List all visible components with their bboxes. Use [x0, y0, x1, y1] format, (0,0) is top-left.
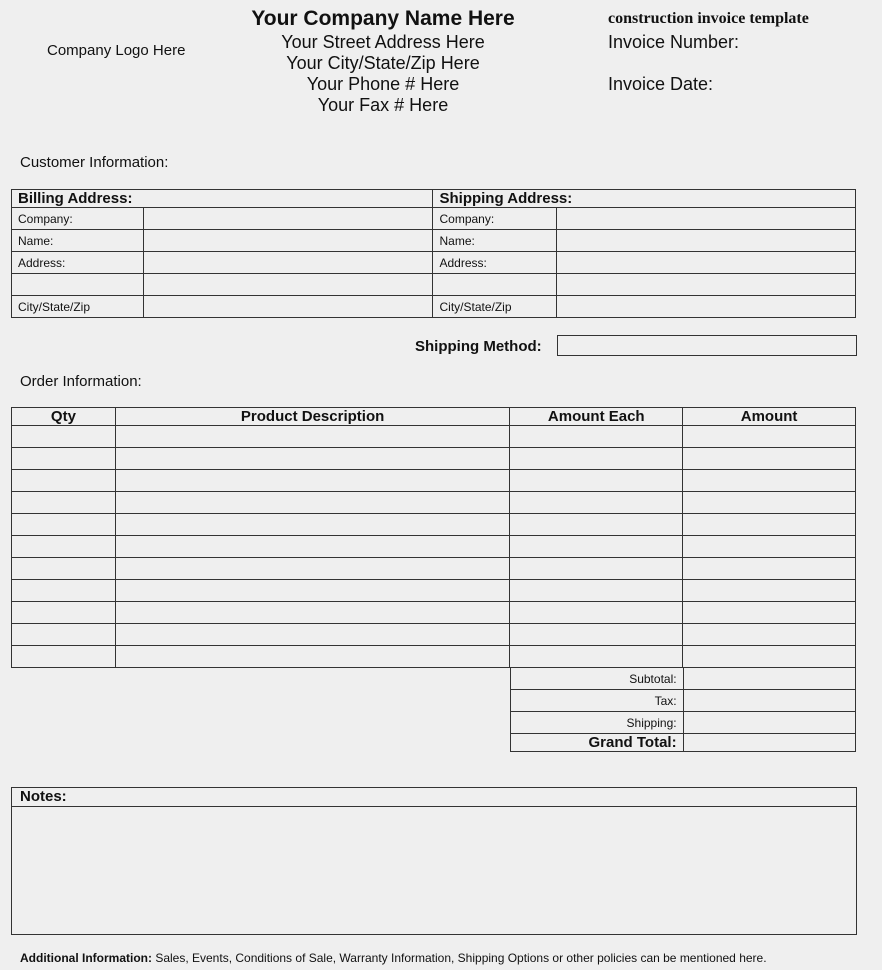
shipping-address-field[interactable]: [557, 252, 856, 274]
description-cell[interactable]: [115, 602, 509, 624]
qty-cell[interactable]: [12, 470, 116, 492]
description-cell[interactable]: [115, 492, 509, 514]
customer-row: [12, 208, 856, 230]
grand-total-field[interactable]: [683, 734, 855, 752]
order-row: [12, 558, 856, 580]
qty-cell[interactable]: [12, 536, 116, 558]
qty-column-header: Qty: [12, 408, 116, 426]
description-cell[interactable]: [115, 580, 509, 602]
additional-info-label: Additional Information:: [20, 951, 152, 965]
amount-cell[interactable]: [683, 558, 856, 580]
order-row: [12, 624, 856, 646]
amount-cell[interactable]: [683, 602, 856, 624]
order-row: [12, 646, 856, 668]
notes-field[interactable]: [12, 807, 856, 934]
qty-cell[interactable]: [12, 426, 116, 448]
order-section-label: Order Information:: [20, 373, 142, 390]
customer-row: [12, 296, 856, 318]
description-cell[interactable]: [115, 470, 509, 492]
amount-cell[interactable]: [683, 624, 856, 646]
qty-cell[interactable]: [12, 448, 116, 470]
billing-company-field[interactable]: [143, 208, 433, 230]
shipping-address2-field[interactable]: [557, 274, 856, 296]
order-row: [12, 536, 856, 558]
company-phone: Your Phone # Here: [306, 74, 460, 94]
shipping-company-field[interactable]: [557, 208, 856, 230]
billing-name-label: Name:: [12, 230, 144, 252]
description-cell[interactable]: [115, 558, 509, 580]
shipping-method-label: Shipping Method:: [415, 338, 542, 355]
additional-information: [20, 951, 767, 965]
customer-row: [12, 230, 856, 252]
order-row: [12, 448, 856, 470]
customer-table: [11, 189, 856, 318]
order-row: [12, 492, 856, 514]
shipping-address-label: Address:: [433, 252, 557, 274]
shipping-name-label: Name:: [433, 230, 557, 252]
amount-cell[interactable]: [683, 536, 856, 558]
company-name: Your Company Name Here: [251, 7, 515, 30]
invoice-number-label: Invoice Number:: [608, 32, 740, 52]
company-logo-placeholder: Company Logo Here: [47, 42, 186, 59]
shipping-method-field[interactable]: [557, 335, 857, 356]
customer-row: [12, 252, 856, 274]
customer-row: [12, 274, 856, 296]
order-row: [12, 426, 856, 448]
qty-cell[interactable]: [12, 602, 116, 624]
amount-each-cell[interactable]: [510, 536, 683, 558]
grand-total-label: Grand Total:: [511, 734, 684, 752]
subtotal-field[interactable]: [683, 668, 855, 690]
shipping-address2-label: [433, 274, 557, 296]
amount-each-cell[interactable]: [510, 624, 683, 646]
order-row: [12, 580, 856, 602]
notes-label: Notes:: [12, 788, 856, 807]
amount-each-cell[interactable]: [510, 492, 683, 514]
description-column-header: Product Description: [115, 408, 509, 426]
billing-address-header: Billing Address:: [12, 190, 433, 208]
amount-each-cell[interactable]: [510, 580, 683, 602]
billing-city-field[interactable]: [143, 296, 433, 318]
order-row: [12, 602, 856, 624]
qty-cell[interactable]: [12, 558, 116, 580]
billing-address2-field[interactable]: [143, 274, 433, 296]
billing-city-label: City/State/Zip: [12, 296, 144, 318]
notes-box: [11, 787, 857, 935]
totals-table: [510, 667, 856, 752]
subtotal-label: Subtotal:: [511, 668, 684, 690]
amount-each-cell[interactable]: [510, 514, 683, 536]
amount-cell[interactable]: [683, 580, 856, 602]
amount-each-cell[interactable]: [510, 558, 683, 580]
description-cell[interactable]: [115, 646, 509, 668]
shipping-label: Shipping:: [511, 712, 684, 734]
company-city: Your City/State/Zip Here: [286, 53, 480, 73]
amount-cell[interactable]: [683, 514, 856, 536]
billing-address-label: Address:: [12, 252, 144, 274]
order-row: [12, 470, 856, 492]
amount-column-header: Amount: [683, 408, 856, 426]
billing-name-field[interactable]: [143, 230, 433, 252]
customer-section-label: Customer Information:: [20, 154, 169, 171]
shipping-address-header: Shipping Address:: [433, 190, 856, 208]
amount-cell[interactable]: [683, 448, 856, 470]
description-cell[interactable]: [115, 514, 509, 536]
qty-cell[interactable]: [12, 514, 116, 536]
billing-address2-label: [12, 274, 144, 296]
billing-company-label: Company:: [12, 208, 144, 230]
invoice-date-label: Invoice Date:: [608, 74, 714, 94]
amount-cell[interactable]: [683, 470, 856, 492]
amount-each-cell[interactable]: [510, 426, 683, 448]
amount-each-cell[interactable]: [510, 470, 683, 492]
qty-cell[interactable]: [12, 492, 116, 514]
amount-each-cell[interactable]: [510, 448, 683, 470]
qty-cell[interactable]: [12, 580, 116, 602]
amount-each-column-header: Amount Each: [510, 408, 683, 426]
shipping-city-label: City/State/Zip: [433, 296, 557, 318]
description-cell[interactable]: [115, 426, 509, 448]
company-info: [230, 6, 536, 116]
company-street: Your Street Address Here: [281, 32, 485, 52]
description-cell[interactable]: [115, 448, 509, 470]
shipping-field[interactable]: [683, 712, 855, 734]
qty-cell[interactable]: [12, 624, 116, 646]
billing-address-field[interactable]: [143, 252, 433, 274]
amount-each-cell[interactable]: [510, 646, 683, 668]
shipping-name-field[interactable]: [557, 230, 856, 252]
company-fax: Your Fax # Here: [317, 95, 449, 115]
description-cell[interactable]: [115, 536, 509, 558]
amount-cell[interactable]: [683, 646, 856, 668]
amount-each-cell[interactable]: [510, 602, 683, 624]
amount-cell[interactable]: [683, 426, 856, 448]
shipping-city-field[interactable]: [557, 296, 856, 318]
order-row: [12, 514, 856, 536]
additional-info-text: Sales, Events, Conditions of Sale, Warranty Information, Shipping Options or other policies can be mentioned here.: [151, 951, 767, 965]
description-cell[interactable]: [115, 624, 509, 646]
amount-cell[interactable]: [683, 492, 856, 514]
qty-cell[interactable]: [12, 646, 116, 668]
template-title: construction invoice template: [608, 10, 809, 27]
tax-field[interactable]: [683, 690, 855, 712]
tax-label: Tax:: [511, 690, 684, 712]
shipping-company-label: Company:: [433, 208, 557, 230]
order-table: [11, 407, 856, 668]
